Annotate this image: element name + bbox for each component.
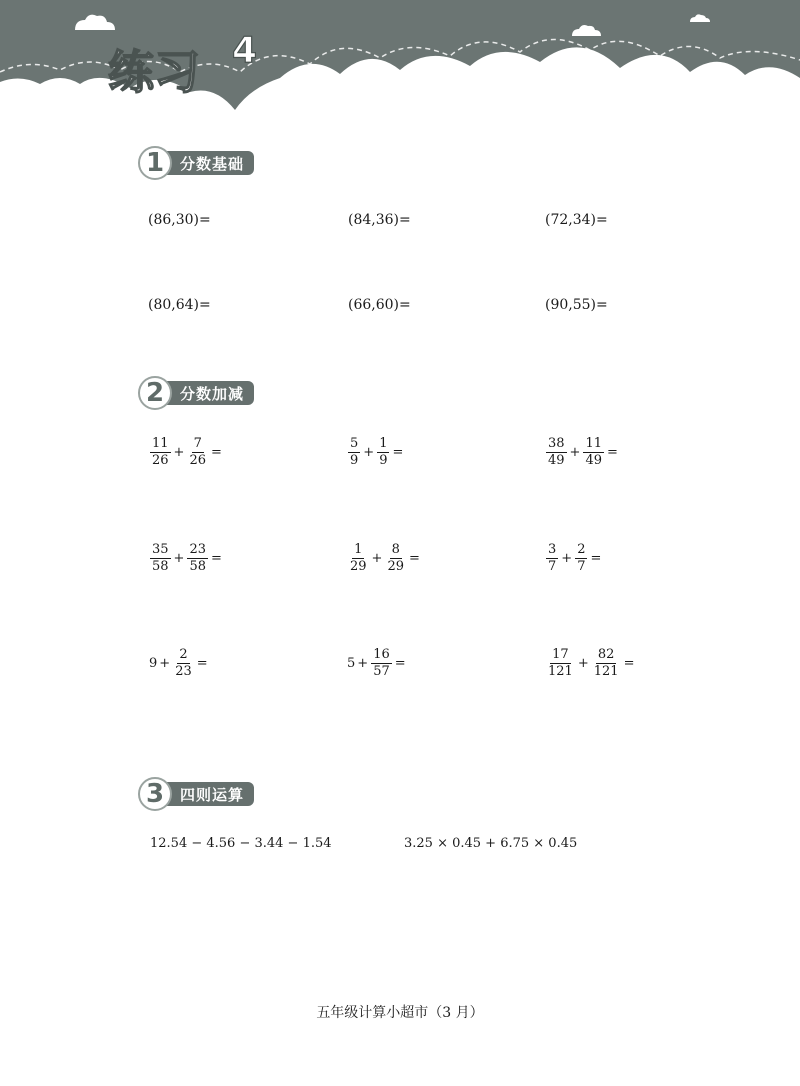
fraction-problem: $\frac{38}{49}$ + $\frac{11}{49}$ = [548, 436, 618, 468]
section-number: 2 [138, 376, 172, 410]
fraction: $\frac{23}{58}$ [189, 542, 206, 574]
section-title: 四则运算 [164, 782, 254, 806]
fraction: $\frac{35}{58}$ [152, 542, 169, 574]
fraction: $\frac{1}{9}$ [379, 436, 388, 468]
fraction-problem: $\frac{5}{9}$ + $\frac{1}{9}$ = [350, 436, 404, 468]
fraction-problem: $\frac{3}{7}$ + $\frac{2}{7}$ = [548, 542, 602, 574]
section-number: 1 [138, 146, 172, 180]
fraction-problem: $\frac{35}{58}$ + $\frac{23}{58}$ = [152, 542, 222, 574]
fraction: $\frac{38}{49}$ [548, 436, 565, 468]
fraction-problem: $\frac{11}{26}$ + $\frac{7}{26}$ = [152, 436, 222, 468]
gcd-problem: (86,30)= [148, 212, 211, 228]
fraction: $\frac{5}{9}$ [350, 436, 359, 468]
section-number: 3 [138, 777, 172, 811]
fraction: $\frac{11}{49}$ [585, 436, 602, 468]
section-badge-1 [138, 146, 254, 180]
fraction: $\frac{2}{7}$ [577, 542, 586, 574]
arithmetic-problem: 3.25 × 0.45 + 6.75 × 0.45 [404, 836, 578, 851]
section-badge-2 [138, 376, 254, 410]
section-title: 分数加减 [164, 381, 254, 405]
fraction: $\frac{11}{26}$ [152, 436, 169, 468]
fraction: $\frac{7}{26}$ [189, 436, 206, 468]
section-badge-3 [138, 777, 254, 811]
gcd-problem: (84,36)= [348, 212, 411, 228]
fraction: $\frac{16}{57}$ [373, 647, 390, 679]
gcd-problem: (80,64)= [148, 297, 211, 313]
header-banner [0, 0, 800, 130]
fraction: $\frac{1}{29}$ [350, 542, 367, 574]
gcd-problem: (90,55)= [545, 297, 608, 313]
fraction-problem: $\frac{1}{29}$ + $\frac{8}{29}$ = [350, 542, 420, 574]
page-footer: 五年级计算小超市（3 月） [316, 1005, 484, 1021]
fraction: $\frac{3}{7}$ [548, 542, 557, 574]
cloud-banner-graphic [0, 0, 800, 130]
gcd-problem: (72,34)= [545, 212, 608, 228]
fraction-problem: $\frac{17}{121}$ + $\frac{82}{121}$ = [548, 647, 635, 679]
arithmetic-problem: 12.54 − 4.56 − 3.44 − 1.54 [150, 836, 332, 851]
fraction-problem: 9 + $\frac{2}{23}$ = [149, 647, 208, 679]
fraction: $\frac{17}{121}$ [548, 647, 573, 679]
banner-number: 4 [232, 30, 258, 71]
fraction: $\frac{82}{121}$ [593, 647, 619, 679]
section-title: 分数基础 [164, 151, 254, 175]
fraction: $\frac{2}{23}$ [175, 647, 192, 679]
gcd-problem: (66,60)= [348, 297, 411, 313]
fraction: $\frac{8}{29}$ [387, 542, 404, 574]
banner-title: 练习 [108, 45, 200, 99]
fraction-problem: 5 + $\frac{16}{57}$ = [347, 647, 406, 679]
